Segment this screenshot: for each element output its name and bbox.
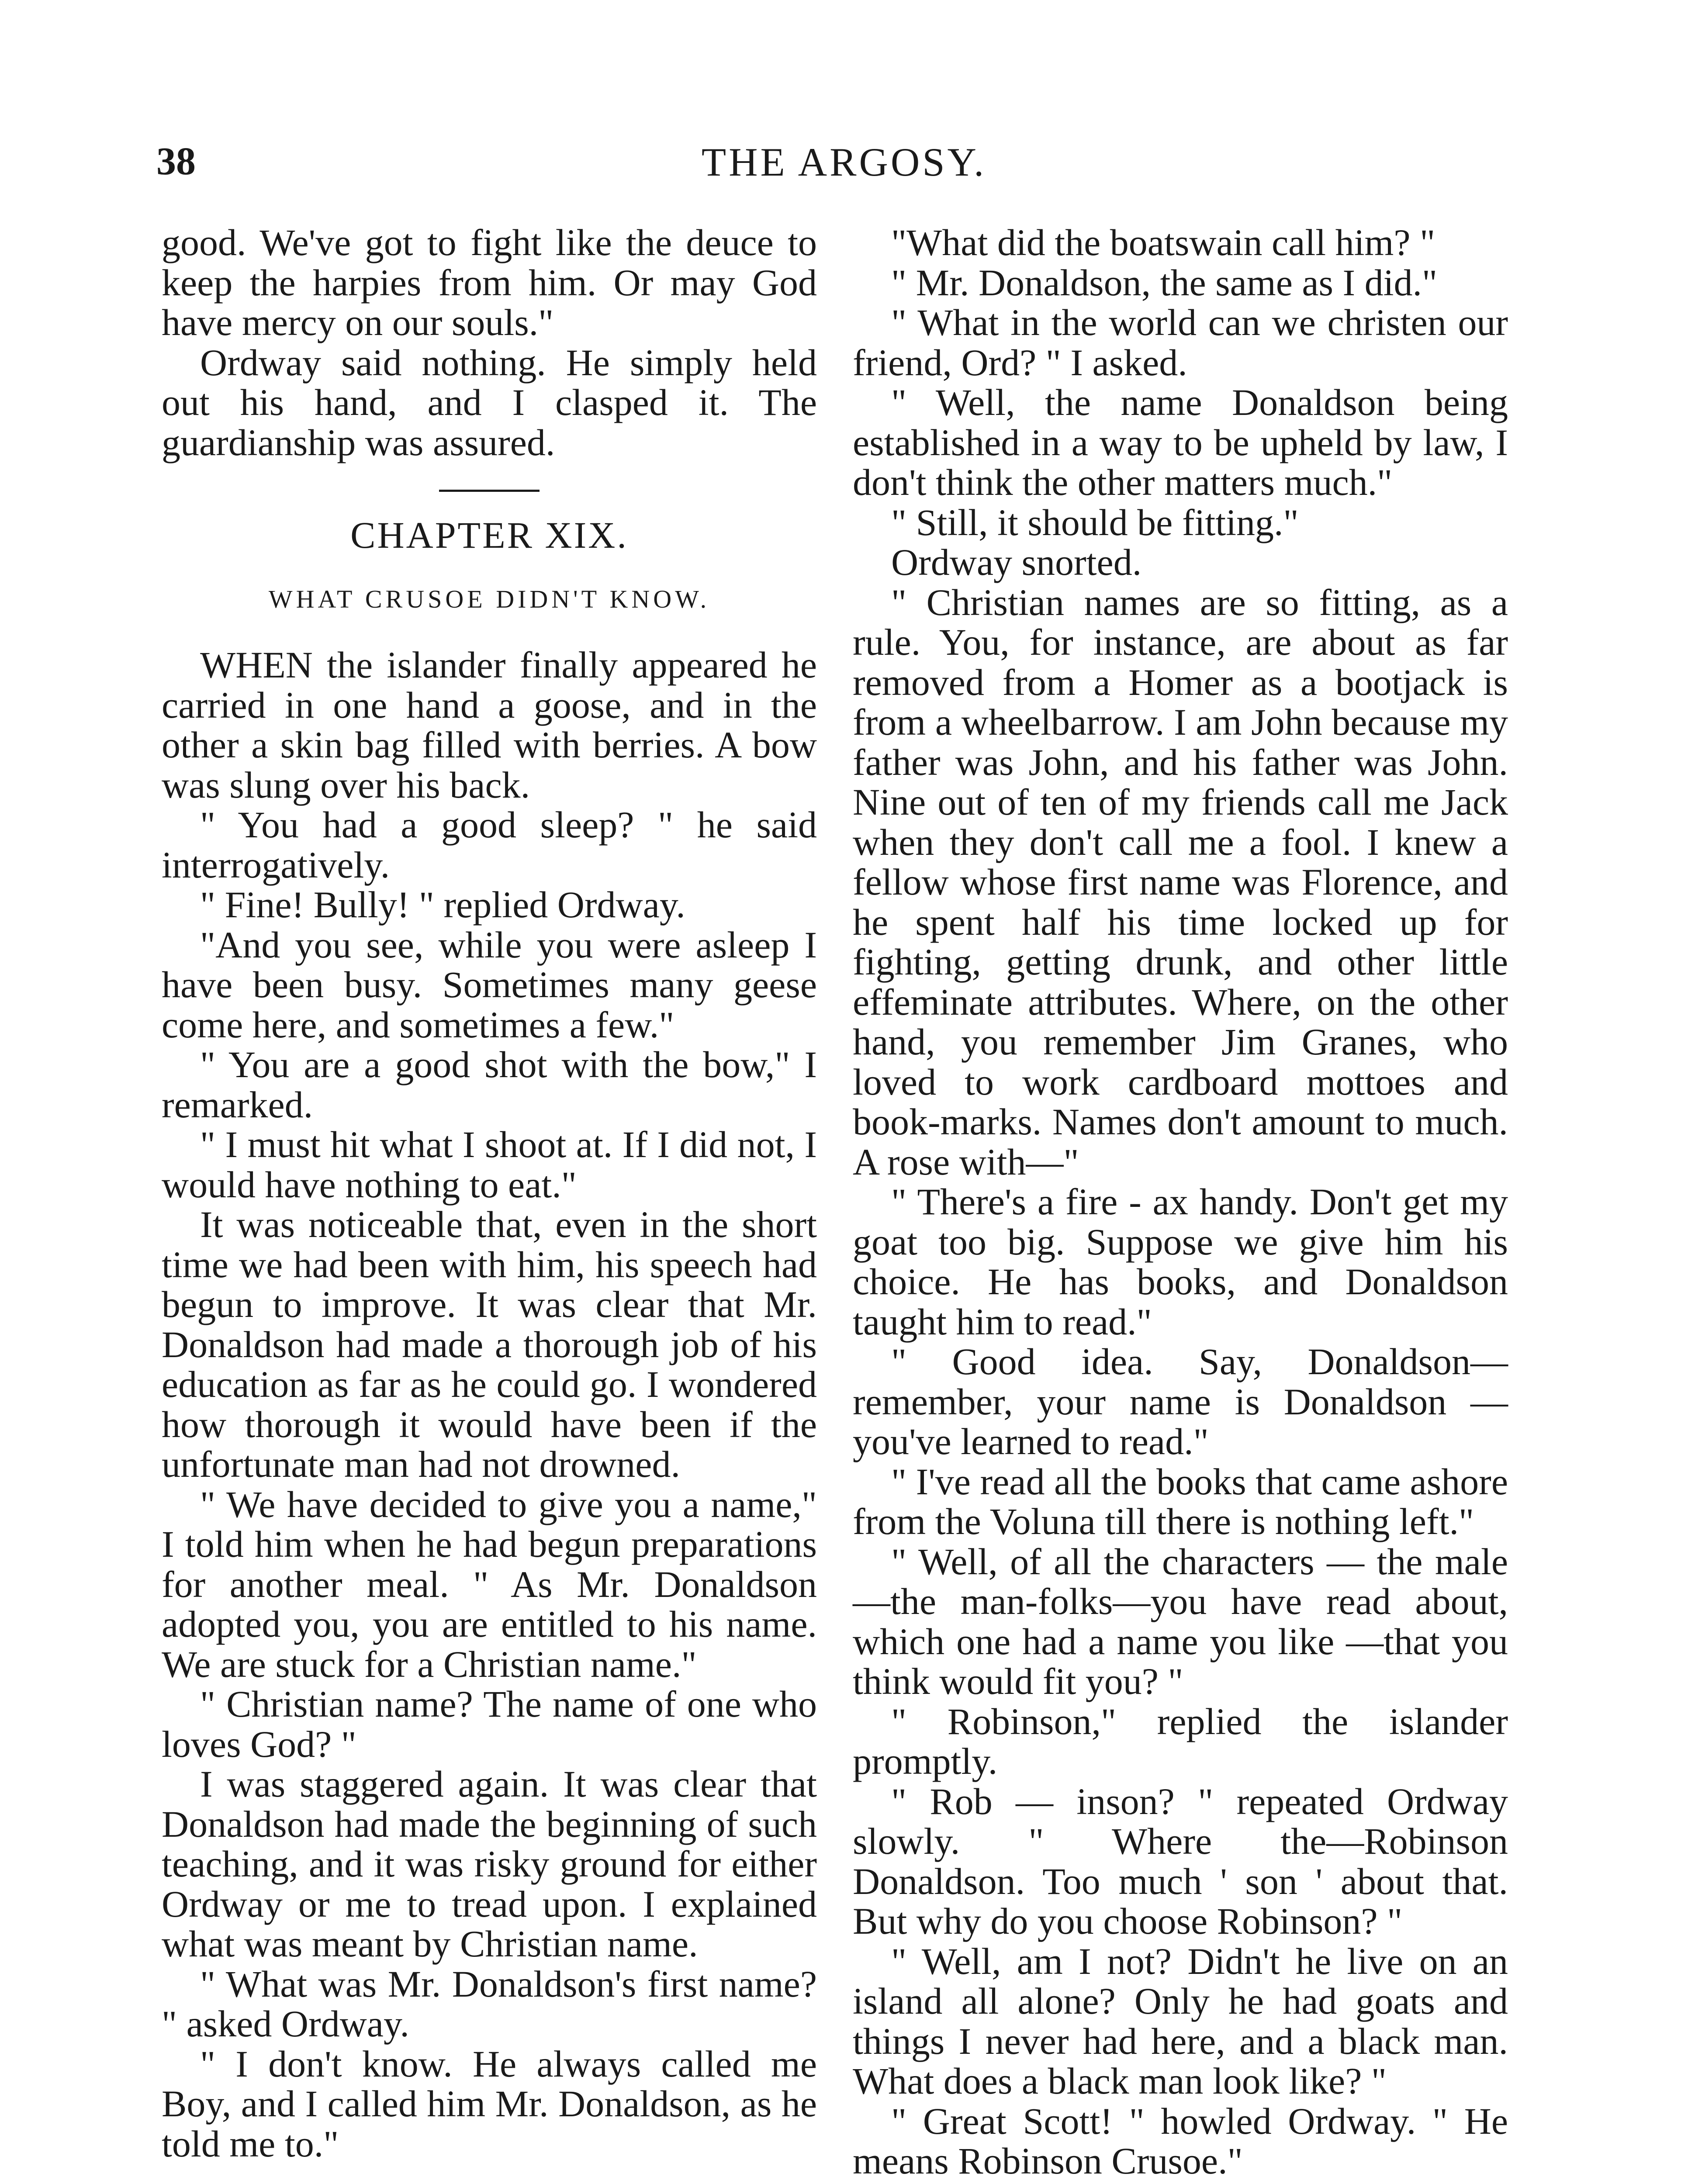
paragraph: " Great Scott! " howled Ordway. " He means Robinson Crusoe." [853, 2100, 1508, 2182]
paragraph: Ordway said nothing. He simply held out his hand, and I clasped it. The guardianship was assured. [162, 341, 817, 463]
chapter-title: CHAPTER XIX. [350, 514, 628, 556]
paragraph: It was noticeable that, even in the short time we had been with him, his speech had begun to improve. It was clear that Mr. Donaldson had made a thorough job of his education as far as he could go. I wondered how thorough it would have been if the unfortunate man had not drowned. [162, 1203, 817, 1485]
running-title: THE ARGOSY. [701, 140, 987, 184]
paragraph: I was staggered again. It was clear that Donaldson had made the beginning of such teaching, and it was risky ground for either Ordway or me to tread upon. I explained what was meant by Christian name. [162, 1763, 817, 1965]
paragraph: Ordway snorted. [891, 541, 1142, 583]
paragraph: " I don't know. He always called me Boy, and I called him Mr. Donaldson, as he told me to." [162, 2042, 817, 2165]
paragraph: " What in the world can we christen our friend, Ord? " I asked. [853, 301, 1508, 384]
paragraph: " Mr. Donaldson, the same as I did." [891, 261, 1438, 304]
paragraph: " We have decided to give you a name," I told him when he had begun preparations for another meal. " As Mr. Donaldson adopted you, you are entitled to his name. We are stuck for a Christian name." [162, 1483, 817, 1685]
paragraph: " Rob — inson? " repeated Ordway slowly. " Where the—Robinson Donaldson. Too much ' son ' about that. But why do you choose Robinson? " [853, 1780, 1508, 1942]
right-column [853, 223, 1508, 2181]
paragraph: " Well, am I not? Didn't he live on an island all alone? Only he had goats and things I never had here, and a black man. What does a black man look like? " [853, 1940, 1508, 2102]
paragraph: WHEN the islander finally appeared he carried in one hand a goose, and in the other a skin bag filled with berries. A bow was slung over his back. [162, 644, 817, 806]
paragraph: " I've read all the books that came ashore from the Voluna till there is nothing left." [853, 1460, 1508, 1542]
paragraph: " Well, the name Donaldson being established in a way to be upheld by law, I don't think the other matters much." [853, 381, 1508, 503]
paragraph: " Christian names are so fitting, as a rule. You, for instance, are about as far removed from a Homer as a bootjack is from a wheelbarrow. I am John because my father was John, and his father was John. Nine out of ten of my friends call me Jack when they don't call me a fool. I knew a fellow whose first name was Florence, and he spent half his time locked up for fighting, getting drunk, and other little effeminate attributes. Where, on the other hand, you remember Jim Granes, who loved to work cardboard mottoes and book-marks. Names don't amount to much. A rose with—" [853, 581, 1508, 1183]
paragraph: " What was Mr. Donaldson's first name? " asked Ordway. [162, 1963, 817, 2045]
paragraph: "What did the boatswain call him? " [891, 221, 1435, 263]
paragraph: " Good idea. Say, Donaldson—remember, your name is Donaldson — you've learned to read." [853, 1341, 1508, 1462]
chapter-subtitle: WHAT CRUSOE DIDN'T KNOW. [268, 584, 710, 613]
paragraph: " There's a fire - ax handy. Don't get my goat too big. Suppose we give him his choice. He has books, and Donaldson taught him to read." [853, 1181, 1508, 1343]
running-header [156, 139, 1532, 200]
paragraph: " Robinson," replied the islander promptly. [853, 1700, 1508, 1782]
left-column [162, 223, 817, 2164]
paragraph: "And you see, while you were asleep I have been busy. Sometimes many geese come here, and sometimes a few." [162, 923, 817, 1046]
paragraph: " Well, of all the characters — the male—the man-folks—you have read about, which one had a name you like —that you think would fit you? " [853, 1540, 1508, 1702]
paragraph: " Christian name? The name of one who loves God? " [162, 1683, 817, 1765]
paragraph: " I must hit what I shoot at. If I did not, I would have nothing to eat." [162, 1123, 817, 1206]
paragraph: " Still, it should be fitting." [891, 501, 1299, 543]
paragraph: " You had a good sleep? " he said interrogatively. [162, 804, 817, 886]
section-divider [439, 490, 540, 492]
page-number: 38 [156, 140, 196, 183]
paragraph: good. We've got to fight like the deuce to keep the harpies from him. Or may God have mercy on our souls." [162, 221, 817, 343]
paragraph: " You are a good shot with the bow," I remarked. [162, 1044, 817, 1126]
paragraph: " Fine! Bully! " replied Ordway. [200, 884, 685, 926]
